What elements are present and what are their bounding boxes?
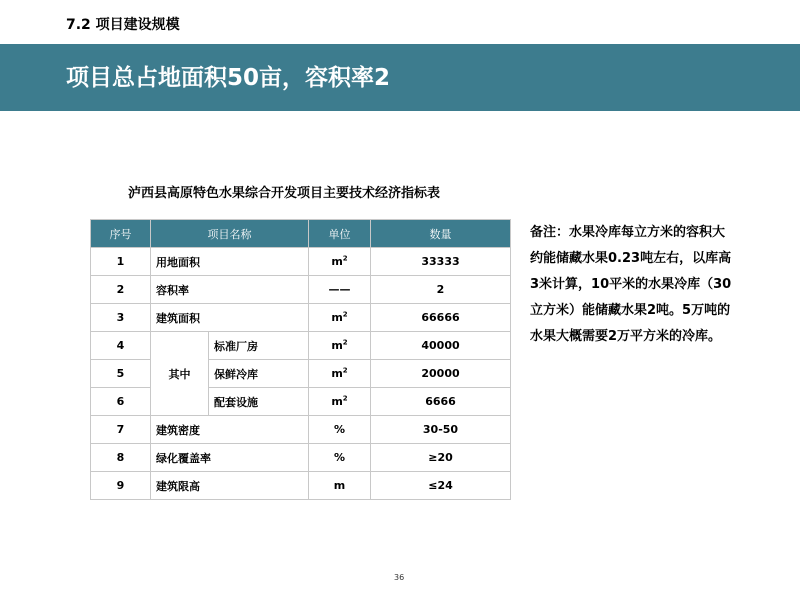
row-name: 建筑限高 [151, 472, 309, 500]
row-group-label: 其中 [151, 332, 209, 416]
row-value: 40000 [371, 332, 511, 360]
table-row [91, 276, 511, 304]
row-unit: $m^2$ [309, 248, 371, 276]
row-unit: % [309, 444, 371, 472]
header-value: 数量 [371, 220, 511, 248]
row-no: 5 [91, 360, 151, 388]
row-no: 8 [91, 444, 151, 472]
row-value: 20000 [371, 360, 511, 388]
table-header-row [91, 220, 511, 248]
table-row [91, 416, 511, 444]
table-row [91, 332, 511, 360]
row-no: 9 [91, 472, 151, 500]
row-unit: —— [309, 276, 371, 304]
row-unit: $m^2$ [309, 360, 371, 388]
table-row [91, 472, 511, 500]
header-unit: 单位 [309, 220, 371, 248]
header-name: 项目名称 [151, 220, 309, 248]
table-row [91, 444, 511, 472]
row-name: 用地面积 [151, 248, 309, 276]
row-name: 标准厂房 [209, 332, 309, 360]
section-label: 7.2 项目建设规模 [66, 17, 180, 33]
row-value: 30-50 [371, 416, 511, 444]
row-name: 保鲜冷库 [209, 360, 309, 388]
row-no: 2 [91, 276, 151, 304]
row-value: ≤24 [371, 472, 511, 500]
row-unit: $m^2$ [309, 332, 371, 360]
row-name: 建筑密度 [151, 416, 309, 444]
table-title: 泸西县高原特色水果综合开发项目主要技术经济指标表 [128, 186, 441, 201]
row-name: 配套设施 [209, 388, 309, 416]
page-title: 项目总占地面积50亩，容积率2 [66, 65, 391, 91]
row-value: 33333 [371, 248, 511, 276]
page-number: 36 [394, 573, 405, 582]
indicator-table [90, 219, 511, 500]
row-name: 绿化覆盖率 [151, 444, 309, 472]
remark-note: 备注：水果冷库每立方米的容积大约能储藏水果0.23吨左右，以库高3米计算，10平米的水果冷库（30立方米）能储藏水果2吨。5万吨的水果大概需要2万平方米的冷库。 [530, 225, 732, 344]
row-name: 建筑面积 [151, 304, 309, 332]
table-row [91, 248, 511, 276]
row-unit: $m^2$ [309, 388, 371, 416]
title-banner [0, 44, 800, 111]
row-no: 1 [91, 248, 151, 276]
row-no: 7 [91, 416, 151, 444]
row-unit: $m^2$ [309, 304, 371, 332]
row-unit: % [309, 416, 371, 444]
row-no: 3 [91, 304, 151, 332]
row-value: 2 [371, 276, 511, 304]
row-unit: m [309, 472, 371, 500]
header-no: 序号 [91, 220, 151, 248]
table-row [91, 304, 511, 332]
row-no: 4 [91, 332, 151, 360]
row-value: 6666 [371, 388, 511, 416]
row-value: 66666 [371, 304, 511, 332]
row-value: ≥20 [371, 444, 511, 472]
row-no: 6 [91, 388, 151, 416]
row-name: 容积率 [151, 276, 309, 304]
